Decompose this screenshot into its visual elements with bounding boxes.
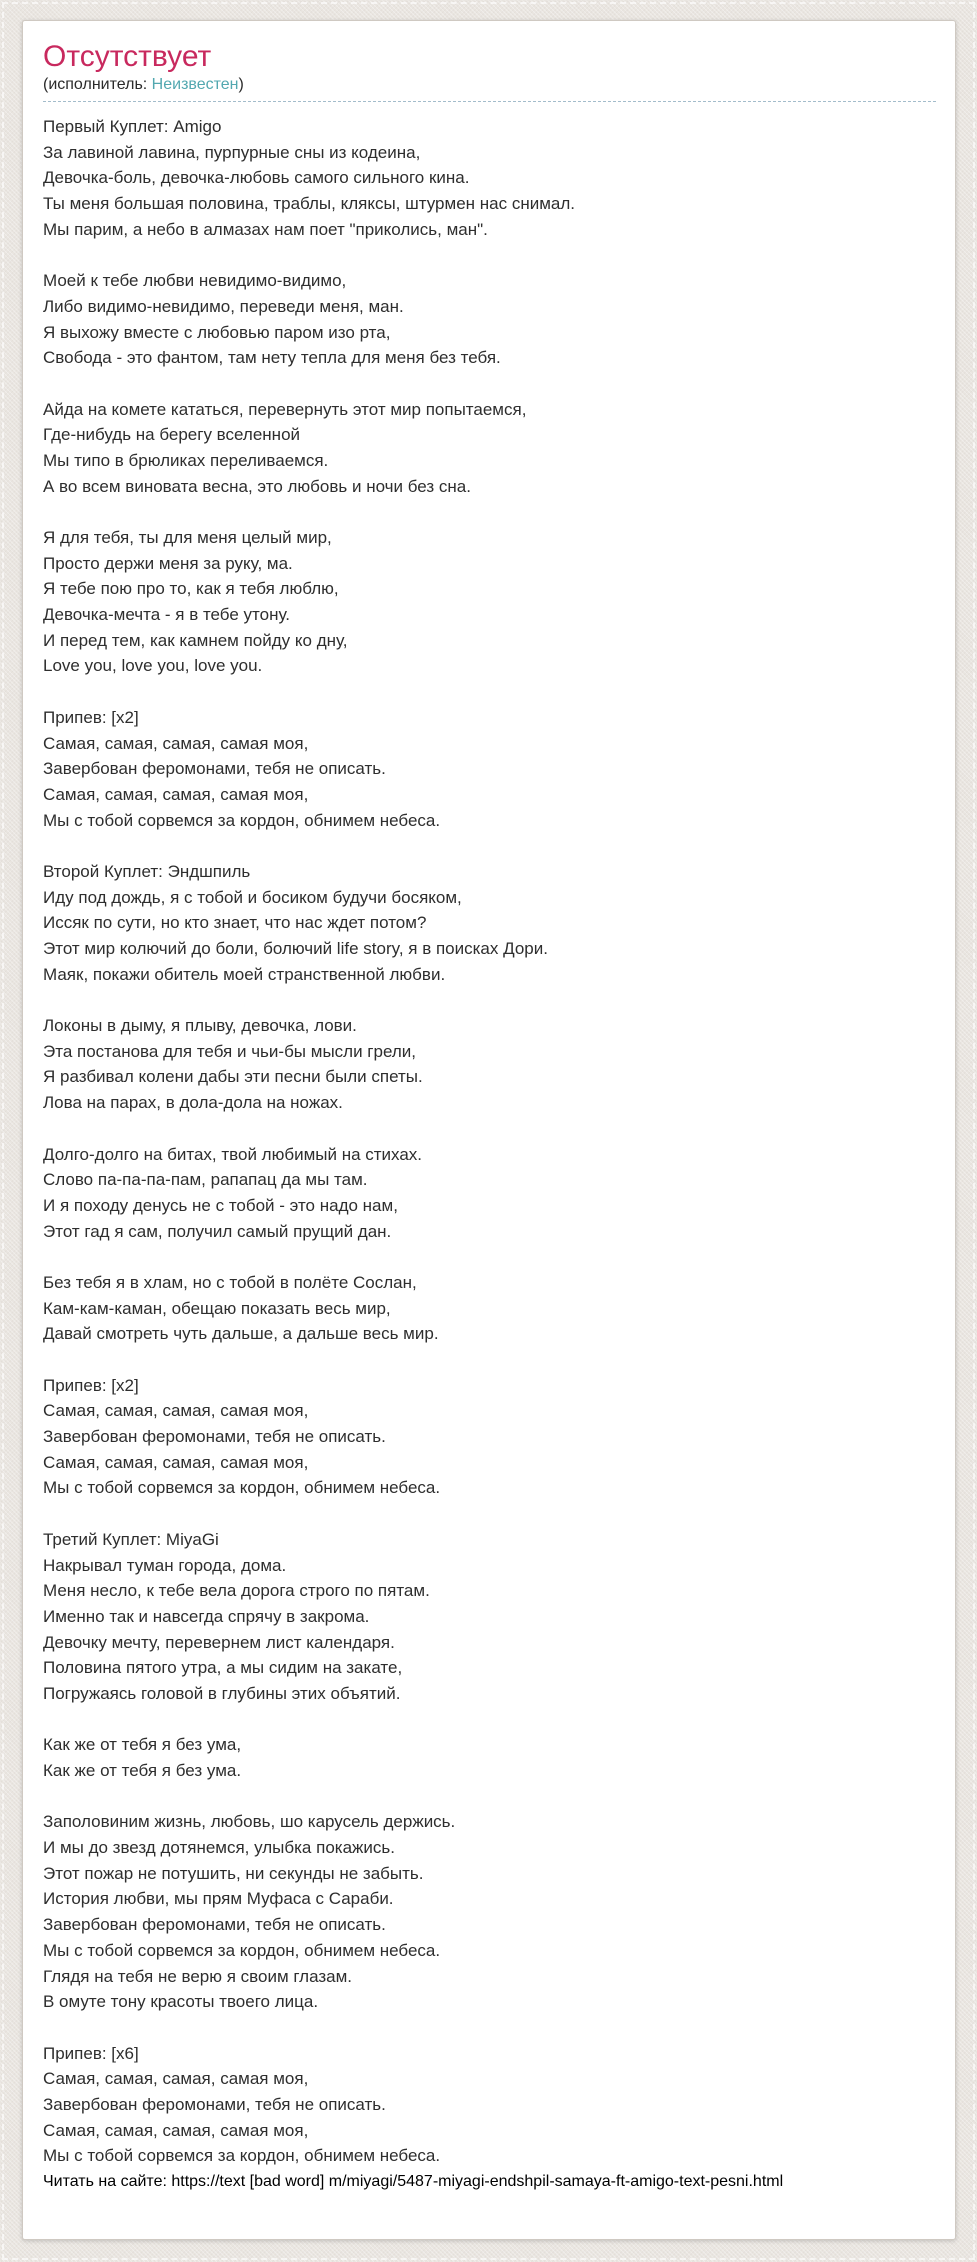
lyric-line: Мы парим, а небо в алмазах нам поет "приколись, ман".: [43, 219, 488, 239]
lyric-line: Самая, самая, самая, самая моя,: [43, 2120, 309, 2140]
lyric-line: Накрывал туман города, дома.: [43, 1555, 287, 1575]
lyric-line: Иссяк по сути, но кто знает, что нас ждет потом?: [43, 913, 427, 933]
lyric-line: Долго-долго на битах, твой любимый на стихах.: [43, 1144, 423, 1164]
footer-source-line: Читать на сайте: https://text [bad word] m/miyagi/5487-miyagi-endshpil-samaya-ft-amigo-text-pesni.html: [43, 2173, 784, 2190]
lyric-line: Мы с тобой сорвемся за кордон, обнимем небеса.: [43, 2146, 441, 2166]
lyric-line: Слово па-па-па-пам, рапапац да мы там.: [43, 1170, 368, 1190]
lyric-line: Завербован феромонами, тебя не описать.: [43, 2094, 386, 2114]
lyric-line: Этот пожар не потушить, ни секунды не забыть.: [43, 1863, 424, 1883]
lyric-line: Я разбивал колени дабы эти песни были спеты.: [43, 1067, 423, 1087]
lyric-line: Свобода - это фантом, там нету тепла для меня без тебя.: [43, 348, 501, 368]
lyric-line: Кам-кам-каман, обещаю показать весь мир,: [43, 1298, 391, 1318]
lyric-line: Локоны в дыму, я плыву, девочка, лови.: [43, 1016, 357, 1036]
lyric-line: Этот мир колючий до боли, болючий life story, я в поисках Дори.: [43, 939, 548, 958]
lyric-line: Самая, самая, самая, самая моя,: [43, 733, 309, 753]
lyric-line: За лавиной лавина, пурпурные сны из кодеина,: [43, 142, 421, 162]
lyric-line: Айда на комете кататься, перевернуть этот мир попытаемся,: [43, 399, 527, 419]
lyric-line: Самая, самая, самая, самая моя,: [43, 784, 309, 804]
lyric-line: Завербован феромонами, тебя не описать.: [43, 759, 386, 779]
lyric-line: Припев: [x2]: [43, 707, 139, 727]
lyric-line: Глядя на тебя не верю я своим глазам.: [43, 1966, 353, 1986]
lyric-line: Где-нибудь на берегу вселенной: [43, 425, 301, 445]
lyric-line: Третий Куплет: MiyaGi: [43, 1529, 219, 1549]
lyric-line: Первый Куплет: Amigo: [43, 117, 222, 136]
lyric-line: [43, 679, 955, 705]
lyric-line: Мы с тобой сорвемся за кордон, обнимем небеса.: [43, 810, 441, 830]
lyric-line: Девочку мечту, перевернем лист календаря.: [43, 1632, 395, 1652]
lyric-line: Заполовиним жизнь, любовь, шо карусель держись.: [43, 1812, 456, 1832]
lyric-line: [43, 2015, 955, 2041]
lyric-line: [43, 1347, 955, 1373]
lyric-line: [43, 1707, 955, 1733]
lyric-line: И перед тем, как камнем пойду ко дну,: [43, 630, 348, 650]
lyric-line: Давай смотреть чуть дальше, а дальше весь мир.: [43, 1324, 439, 1344]
lyric-line: [43, 499, 955, 525]
lyric-line: Второй Куплет: Эндшпиль: [43, 861, 251, 881]
lyric-line: Просто держи меня за руку, ма.: [43, 553, 293, 573]
lyric-line: Самая, самая, самая, самая моя,: [43, 1452, 309, 1472]
lyric-line: [43, 833, 955, 859]
lyric-line: Половина пятого утра, а мы сидим на закате,: [43, 1658, 403, 1678]
lyric-line: Ты меня большая половина, траблы, кляксы, штурмен нас снимал.: [43, 194, 575, 214]
lyric-line: Как же от тебя я без ума.: [43, 1761, 242, 1780]
lyric-line: Самая, самая, самая, самая моя,: [43, 1401, 309, 1421]
lyric-line: Припев: [x2]: [43, 1375, 139, 1395]
lyric-line: А во всем виновата весна, это любовь и ночи без сна.: [43, 476, 471, 496]
lyric-line: Эта постанова для тебя и чьи-бы мысли грели,: [43, 1041, 416, 1061]
lyric-line: Завербован феромонами, тебя не описать.: [43, 1427, 386, 1447]
lyric-line: Самая, самая, самая, самая моя,: [43, 2069, 309, 2089]
lyrics-text: [43, 114, 955, 2169]
artist-line: [43, 75, 936, 102]
lyric-line: [43, 987, 955, 1013]
lyric-line: Лова на парах, в дола-дола на ножах.: [43, 1093, 343, 1113]
lyric-line: Девочка-боль, девочка-любовь самого сильного кина.: [43, 168, 470, 188]
lyric-line: Без тебя я в хлам, но с тобой в полёте Сослан,: [43, 1272, 417, 1292]
lyric-line: Мы с тобой сорвемся за кордон, обнимем небеса.: [43, 1940, 441, 1960]
lyric-line: Иду под дождь, я с тобой и босиком будучи босяком,: [43, 887, 462, 907]
lyric-line: [43, 1116, 955, 1142]
lyric-line: И мы до звезд дотянемся, улыбка покажись.: [43, 1838, 395, 1858]
lyric-line: [43, 242, 955, 268]
lyric-line: Я тебе пою про то, как я тебя люблю,: [43, 579, 339, 599]
lyric-line: Именно так и навсегда спрячу в закрома.: [43, 1606, 370, 1626]
lyric-line: Завербован феромонами, тебя не описать.: [43, 1915, 386, 1935]
lyric-line: Этот гад я сам, получил самый прущий дан.: [43, 1221, 392, 1241]
lyric-line: Я для тебя, ты для меня целый мир,: [43, 528, 332, 547]
artist-label: (исполнитель:: [43, 76, 152, 93]
page-title: Отсутствует: [43, 40, 212, 73]
lyric-line: [43, 1784, 955, 1810]
lyric-line: Погружаясь головой в глубины этих объятий.: [43, 1683, 401, 1703]
lyric-line: Мы типо в брюликах переливаемся.: [43, 450, 329, 470]
lyric-line: Девочка-мечта - я в тебе утону.: [43, 605, 290, 625]
lyric-line: Я выхожу вместе с любовью паром изо рта,: [43, 322, 391, 342]
lyric-line: [43, 1501, 955, 1527]
lyric-line: Love you, love you, love you.: [43, 656, 263, 676]
lyric-line: И я походу денусь не с тобой - это надо нам,: [43, 1195, 398, 1215]
artist-label-suffix: ): [238, 76, 244, 93]
lyric-line: Меня несло, к тебе вела дорога строго по пятам.: [43, 1581, 430, 1601]
lyric-line: В омуте тону красоты твоего лица.: [43, 1992, 319, 2012]
lyric-line: Припев: [x6]: [43, 2043, 139, 2063]
lyrics-card: [22, 20, 956, 2240]
lyric-line: Моей к тебе любви невидимо-видимо,: [43, 271, 347, 291]
lyric-line: История любви, мы прям Муфаса с Сараби.: [43, 1889, 394, 1909]
lyric-line: [43, 371, 955, 397]
artist-link[interactable]: Неизвестен: [151, 76, 239, 93]
lyric-line: Либо видимо-невидимо, переведи меня, ман.: [43, 296, 404, 316]
lyric-line: Как же от тебя я без ума,: [43, 1735, 242, 1755]
lyric-line: [43, 1244, 955, 1270]
lyric-line: Мы с тобой сорвемся за кордон, обнимем небеса.: [43, 1478, 441, 1498]
lyric-line: Маяк, покажи обитель моей странственной любви.: [43, 964, 446, 984]
